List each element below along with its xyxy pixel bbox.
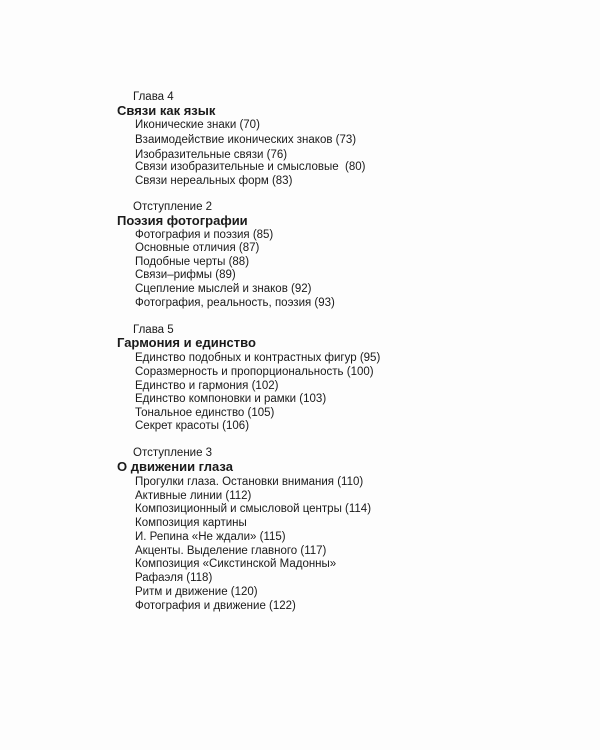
- toc-entry: Единство подобных и контрастных фигур (95): [135, 352, 381, 364]
- section-title: Гармония и единство: [117, 335, 256, 350]
- toc-entry: Связи изобразительные и смысловые (80): [135, 161, 366, 173]
- toc-entry: Фотография, реальность, поэзия (93): [135, 297, 335, 309]
- toc-entry: И. Репина «Не ждали» (115): [135, 531, 286, 543]
- toc-entry: Ритм и движение (120): [135, 586, 258, 598]
- toc-entry: Фотография и поэзия (85): [135, 229, 274, 241]
- toc-entry: Подобные черты (88): [135, 256, 250, 268]
- toc-entry: Акценты. Выделение главного (117): [135, 545, 327, 557]
- toc-entry: Композиция картины: [135, 517, 247, 529]
- section-title: О движении глаза: [117, 459, 233, 474]
- toc-entry: Рафаэля (118): [135, 572, 213, 584]
- toc-entry: Секрет красоты (106): [135, 420, 250, 432]
- toc-entry: Связи нереальных форм (83): [135, 175, 293, 187]
- toc-entry: Прогулки глаза. Остановки внимания (110): [135, 476, 364, 488]
- toc-entry: Единство и гармония (102): [135, 380, 279, 392]
- section-kicker: Отступление 2: [133, 201, 213, 213]
- toc-entry: Связи–рифмы (89): [135, 269, 236, 281]
- toc-entry: Соразмерность и пропорциональность (100): [135, 366, 374, 378]
- toc-entry: Взаимодействие иконических знаков (73): [135, 134, 357, 146]
- toc-entry: Иконические знаки (70): [135, 119, 260, 131]
- toc-entry: Композиция «Сикстинской Мадонны»: [135, 558, 337, 570]
- toc-entry: Активные линии (112): [135, 490, 252, 502]
- section-title: Связи как язык: [117, 103, 216, 118]
- toc-entry: Единство компоновки и рамки (103): [135, 393, 327, 405]
- toc-entry: Основные отличия (87): [135, 242, 260, 254]
- section-kicker: Отступление 3: [133, 447, 213, 459]
- toc-entry: Фотография и движение (122): [135, 600, 296, 612]
- toc-entry: Сцепление мыслей и знаков (92): [135, 283, 312, 295]
- section-kicker: Глава 5: [133, 324, 174, 336]
- section-title: Поэзия фотографии: [117, 213, 248, 228]
- toc-entry: Тональное единство (105): [135, 407, 275, 419]
- toc-entry: Композиционный и смысловой центры (114): [135, 503, 372, 515]
- toc-entry: Изобразительные связи (76): [135, 149, 288, 161]
- section-kicker: Глава 4: [133, 91, 174, 103]
